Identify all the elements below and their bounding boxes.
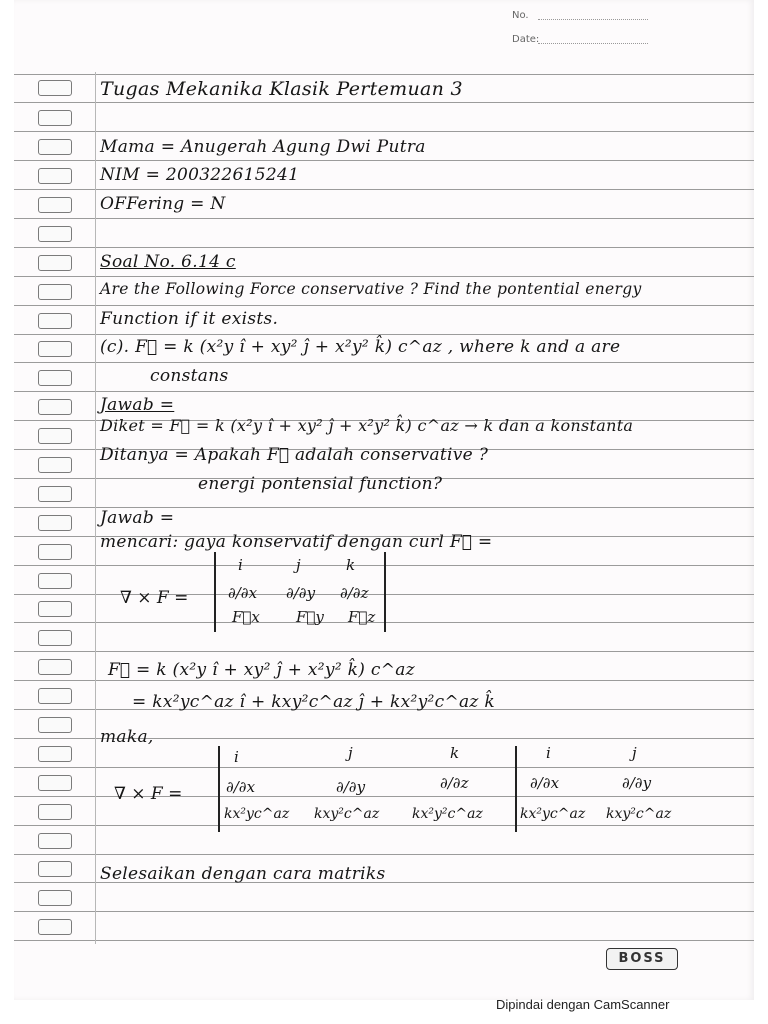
det2-r1c2: j <box>348 744 353 762</box>
det2-r1c5: j <box>632 744 637 762</box>
det1-i: i <box>238 556 243 574</box>
det1-j: j <box>296 556 301 574</box>
ruled-line <box>14 854 754 855</box>
no-label: No. <box>512 10 529 21</box>
binder-ring <box>38 804 72 820</box>
binder-ring <box>38 457 72 473</box>
ruled-line <box>14 276 754 277</box>
ruled-line <box>14 247 754 248</box>
nama-line: Mama = Anugerah Agung Dwi Putra <box>100 137 426 157</box>
binder-ring <box>38 573 72 589</box>
binder-ring <box>38 284 72 300</box>
binder-ring <box>38 110 72 126</box>
binder-ring <box>38 341 72 357</box>
binder-ring <box>38 255 72 271</box>
determinant-bar <box>515 746 517 832</box>
det2-r3c4: kx²yc^az <box>520 806 586 822</box>
problem-line-2: Function if it exists. <box>100 309 279 329</box>
ruled-line <box>14 160 754 161</box>
det2-r1c1: i <box>234 748 239 766</box>
ruled-line <box>14 362 754 363</box>
det2-r3c3: kx²y²c^az <box>412 806 483 822</box>
binder-ring <box>38 428 72 444</box>
curl-label-2: ∇ × F = <box>114 784 183 804</box>
ruled-line <box>14 940 754 941</box>
det1-dy: ∂/∂y <box>286 584 316 602</box>
binder-ring <box>38 919 72 935</box>
ditanya-line-1: Ditanya = Apakah F⃗ adalah conservative ? <box>100 445 489 465</box>
binder-ring <box>38 486 72 502</box>
binder-ring <box>38 630 72 646</box>
closing-line: Selesaikan dengan cara matriks <box>100 864 386 884</box>
det2-r1c3: k <box>450 744 460 762</box>
det1-k: k <box>346 556 356 574</box>
page-title: Tugas Mekanika Klasik Pertemuan 3 <box>100 78 463 100</box>
binder-ring <box>38 399 72 415</box>
date-label: Date: <box>512 34 540 45</box>
det2-r2c1: ∂/∂x <box>226 778 256 796</box>
binder-ring <box>38 370 72 386</box>
det2-r3c1: kx²yc^az <box>224 806 290 822</box>
expansion-line-1: F⃗ = k (x²y î + xy² ĵ + x²y² k̂) c^az <box>108 660 415 680</box>
ruled-line <box>14 102 754 103</box>
determinant-bar <box>384 552 386 632</box>
ruled-line <box>14 651 754 652</box>
binder-ring <box>38 80 72 96</box>
det2-r2c2: ∂/∂y <box>336 778 366 796</box>
binder-ring <box>38 833 72 849</box>
notebook-brand-logo: BOSS <box>606 948 678 970</box>
binder-ring <box>38 515 72 531</box>
binder-ring <box>38 601 72 617</box>
ditanya-line-2: energi pontensial function? <box>198 474 443 494</box>
expansion-line-2: = kx²yc^az î + kxy²c^az ĵ + kx²y²c^az k̂ <box>132 692 495 712</box>
binder-ring <box>38 139 72 155</box>
ruled-line <box>14 391 754 392</box>
binder-ring <box>38 544 72 560</box>
ruled-line <box>14 305 754 306</box>
ruled-line <box>14 680 754 681</box>
binder-ring <box>38 197 72 213</box>
determinant-bar <box>214 552 216 632</box>
ruled-line <box>14 334 754 335</box>
problem-heading: Soal No. 6.14 c <box>100 252 236 272</box>
ruled-line <box>14 131 754 132</box>
maka-label: maka, <box>100 727 154 747</box>
scanner-watermark: Dipindai dengan CamScanner <box>496 997 670 1012</box>
answer-heading: Jawab = <box>100 395 175 415</box>
problem-line-4: constans <box>150 366 229 386</box>
ruled-line <box>14 767 754 768</box>
det2-r3c2: kxy²c^az <box>314 806 380 822</box>
det1-fy: F⃗y <box>296 608 324 626</box>
header-date <box>512 34 539 45</box>
det2-r1c4: i <box>546 744 551 762</box>
binder-ring <box>38 890 72 906</box>
margin-line <box>95 72 96 944</box>
binder-ring <box>38 313 72 329</box>
det1-dx: ∂/∂x <box>228 584 258 602</box>
jawab-line: Jawab = <box>100 508 175 528</box>
ruled-line <box>14 825 754 826</box>
mencari-line: mencari: gaya konservatif dengan curl F⃗ = <box>100 532 493 552</box>
binder-ring <box>38 688 72 704</box>
det2-r3c5: kxy²c^az <box>606 806 672 822</box>
binder-ring <box>38 775 72 791</box>
det1-dz: ∂/∂z <box>340 584 369 602</box>
nim-line: NIM = 200322615241 <box>100 165 300 185</box>
det1-fx: F⃗x <box>232 608 260 626</box>
det2-r2c4: ∂/∂x <box>530 774 560 792</box>
binder-ring <box>38 717 72 733</box>
det1-fz: F⃗z <box>348 608 376 626</box>
binder-ring <box>38 861 72 877</box>
det2-r2c5: ∂/∂y <box>622 774 652 792</box>
binder-ring <box>38 659 72 675</box>
problem-line-1: Are the Following Force conservative ? Find the pontential energy <box>100 280 642 298</box>
offering-line: OFFering = N <box>100 194 226 214</box>
ruled-line <box>14 189 754 190</box>
det2-r2c3: ∂/∂z <box>440 774 469 792</box>
binder-ring <box>38 168 72 184</box>
diket-line: Diket = F⃗ = k (x²y î + xy² ĵ + x²y² k̂) c^az → k dan a konstanta <box>100 416 634 435</box>
ruled-line <box>14 218 754 219</box>
header-no <box>512 10 529 21</box>
binder-ring <box>38 746 72 762</box>
determinant-bar <box>218 746 220 832</box>
ruled-line <box>14 74 754 75</box>
problem-line-3: (c). F⃗ = k (x²y î + xy² ĵ + x²y² k̂) c^az , where k and a are <box>100 337 621 357</box>
curl-label-1: ∇ × F = <box>120 588 189 608</box>
binder-ring <box>38 226 72 242</box>
ruled-line <box>14 911 754 912</box>
